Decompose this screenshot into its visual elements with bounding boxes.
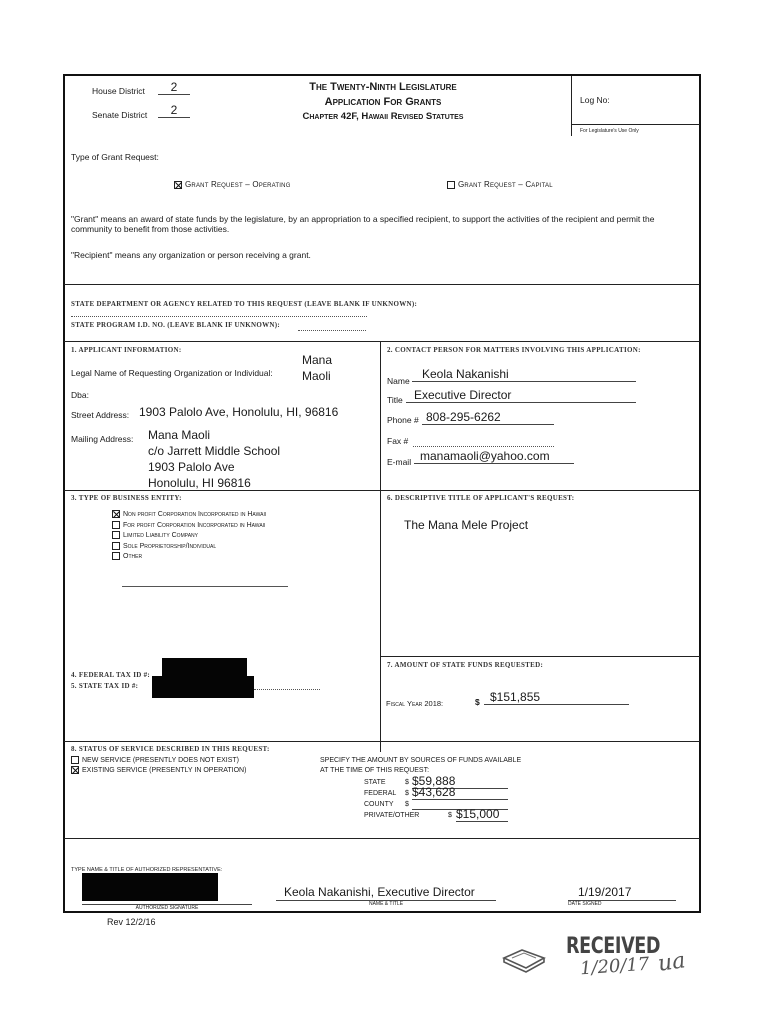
senate-district-value: 2 [158,103,190,118]
date-signed-value: 1/19/2017 [578,885,632,899]
house-district-value: 2 [158,80,190,95]
grant-operating-label: Grant Request – Operating [185,180,291,189]
grant-definition: "Grant" means an award of state funds by the legislature, by an appropriation to a specified recipient, to support the activities of the recipient and permit the community to benefit from those activities. [71,214,655,234]
business-section-label: 3. TYPE OF BUSINESS ENTITY: [71,494,182,502]
other-checkbox[interactable] [112,552,120,560]
descriptive-title-value: The Mana Mele Project [404,518,529,532]
signature-redaction [82,873,218,901]
grant-capital-checkbox[interactable] [447,181,455,189]
status-existing-option[interactable]: EXISTING SERVICE (PRESENTLY IN OPERATION) [71,766,246,774]
date-signed-caption: DATE SIGNED [568,900,676,907]
revision-label: Rev 12/2/16 [107,917,156,927]
mailing-line4: Honolulu, HI 96816 [148,476,251,490]
status-new-option[interactable]: NEW SERVICE (PRESENTLY DOES NOT EXIST) [71,756,239,764]
contact-email-value: manamaoli@yahoo.com [414,449,574,464]
fiscal-amount-value: $151,855 [484,690,629,705]
applicant-section-label: 1. APPLICANT INFORMATION: [71,346,182,354]
contact-phone-value: 808-295-6262 [422,410,554,425]
source-federal-label: FEDERAL [364,790,397,797]
source-private-value: $15,000 [456,807,508,822]
form-title-line2: Application For Grants [324,96,442,108]
descriptive-section-label: 6. DESCRIPTIVE TITLE OF APPLICANT'S REQUEST: [387,494,575,502]
source-county-label: COUNTY [364,801,394,808]
inbox-tray-icon [500,944,550,974]
contact-phone-label: Phone # [387,415,419,425]
type-name-label: TYPE NAME & TITLE OF AUTHORIZED REPRESENTATIVE: [71,867,223,873]
federal-tax-label: 4. FEDERAL TAX ID #: [71,671,151,679]
dba-label: Dba: [71,390,89,400]
grant-capital-label: Grant Request – Capital [458,180,553,189]
specify-line2: AT THE TIME OF THIS REQUEST: [320,767,430,774]
contact-fax-label: Fax # [387,436,409,446]
legislature-use-label: For Legislature's Use Only [580,128,639,134]
form-title-line3: Chapter 42F, Hawaii Revised Statutes [302,111,464,122]
mailing-line2: c/o Jarrett Middle School [148,444,281,458]
contact-title-label: Title [387,395,403,405]
fiscal-year-label: Fiscal Year 2018: [386,699,444,708]
street-address-label: Street Address: [71,410,130,420]
signature-caption: AUTHORIZED SIGNATURE [82,904,252,911]
source-state-value: $59,888 [412,774,508,789]
name-title-caption: NAME & TITLE [276,900,496,907]
business-option-other[interactable]: Other [112,552,266,563]
received-initials-handwritten: ua [656,948,687,977]
legal-name-line1: Mana [302,353,333,367]
sole-checkbox[interactable] [112,542,120,550]
street-address-value: 1903 Palolo Ave, Honolulu, HI, 96816 [139,405,339,419]
funds-section-label: 7. AMOUNT OF STATE FUNDS REQUESTED: [387,661,544,669]
llc-checkbox[interactable] [112,531,120,539]
contact-email-label: E-mail [387,457,412,467]
nonprofit-checkbox[interactable] [112,510,120,518]
grant-operating-option[interactable] [174,180,291,189]
specify-line1: SPECIFY THE AMOUNT BY SOURCES OF FUNDS AVAILABLE [320,757,522,764]
grant-capital-option[interactable] [447,180,553,189]
source-federal-value: $43,628 [412,785,508,800]
house-district-label: House District [92,86,145,96]
business-option-nonprofit[interactable]: Non profit Corporation Incorporated in Hawaii [112,510,266,521]
fiscal-currency: $ [475,697,480,707]
log-no-label: Log No: [580,95,610,105]
business-options [112,510,266,563]
state-dept-label: STATE DEPARTMENT OR AGENCY RELATED TO THIS REQUEST (LEAVE BLANK IF UNKNOWN): [71,300,418,308]
contact-title-value: Executive Director [406,388,636,403]
log-no-box [571,76,700,136]
mailing-address-label: Mailing Address: [71,434,134,444]
contact-name-label: Name [387,376,410,386]
senate-district-label: Senate District [92,110,148,120]
source-state-label: STATE [364,779,386,786]
state-tax-redaction [152,676,254,698]
received-date-handwritten: 1/20/17 [579,953,651,980]
grant-type-label: Type of Grant Request: [71,152,159,162]
business-option-llc[interactable]: Limited Liability Company [112,531,266,542]
state-tax-label: 5. STATE TAX ID #: [71,682,139,690]
contact-section-label: 2. CONTACT PERSON FOR MATTERS INVOLVING THIS APPLICATION: [387,346,641,354]
mailing-line3: 1903 Palolo Ave [148,460,235,474]
business-option-forprofit[interactable]: For profit Corporation Incorporated in Hawaii [112,521,266,532]
grant-operating-checkbox[interactable] [174,181,182,189]
signer-name-title: Keola Nakanishi, Executive Director [284,885,475,899]
legal-name-line2: Maoli [302,369,331,383]
federal-tax-redaction [162,658,247,678]
business-option-sole[interactable]: Sole Proprietorship/Individual [112,542,266,553]
recipient-definition: "Recipient" means any organization or person receiving a grant. [71,250,311,260]
status-new-checkbox[interactable] [71,756,79,764]
mailing-line1: Mana Maoli [148,428,211,442]
legal-name-label: Legal Name of Requesting Organization or Individual: [71,368,273,378]
status-existing-checkbox[interactable] [71,766,79,774]
form-title-line1: The Twenty-Ninth Legislature [309,81,457,93]
state-program-label: STATE PROGRAM I.D. NO. (LEAVE BLANK IF UNKNOWN): [71,321,280,329]
received-stamp: RECEIVED [566,934,661,959]
source-private-label: PRIVATE/OTHER [364,812,420,819]
contact-name-value: Keola Nakanishi [412,367,636,382]
status-section-label: 8. STATUS OF SERVICE DESCRIBED IN THIS REQUEST: [71,745,270,753]
forprofit-checkbox[interactable] [112,521,120,529]
